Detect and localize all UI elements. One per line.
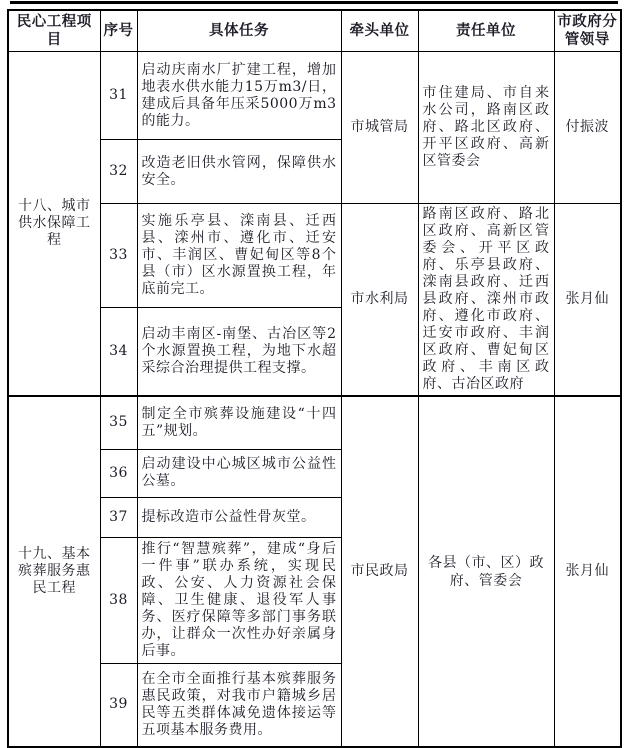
responsible-unit-cell-31-32: 市住建局、市自来水公司，路南区政府、路北区政府、开平区政府、高新区管委会 (418, 52, 554, 204)
header-row (8, 10, 621, 52)
seq-cell-36: 36 (100, 449, 137, 497)
leader-cell-35-39: 张月仙 (554, 396, 621, 747)
seq-cell-32: 32 (100, 140, 137, 204)
task-cell-37: 提标改造市公益性骨灰堂。 (137, 497, 341, 537)
task-cell-35: 制定全市殡葬设施建设“十四五”规划。 (137, 396, 341, 449)
task-cell-34: 启动丰南区-南堡、古冶区等2个水源置换工程，为地下水超采综合治理提供工程支撑。 (137, 308, 341, 396)
task-cell-36: 启动建设中心城区城市公益性公墓。 (137, 449, 341, 497)
lead-unit-cell-35-39: 市民政局 (341, 396, 418, 747)
task-cell-38: 推行“智慧殡葬”，建成“身后一件事”联办系统，实现民政、公安、人力资源社会保障、卫生健康、退役军人事务、医疗保障等多部门事务联办，让群众一次性办好亲属身后事。 (137, 537, 341, 663)
leader-cell-33-34: 张月仙 (554, 204, 621, 397)
seq-cell-38: 38 (100, 537, 137, 663)
seq-cell-35: 35 (100, 396, 137, 449)
task-cell-39: 在全市全面推行基本殡葬服务惠民政策，对我市户籍城乡居民等五类群体减免遗体接运等五项基本服务费用。 (137, 663, 341, 747)
task-cell-33: 实施乐亭县、滦南县、迁西县、滦州市、遵化市、迁安市、丰润区、曹妃甸区等8个县（市）区水源置换工程，年底前完工。 (137, 204, 341, 308)
seq-cell-33: 33 (100, 204, 137, 308)
lead-unit-cell-33-34: 市水利局 (341, 204, 418, 397)
project-cell-18: 十八、城市供水保障工程 (8, 52, 100, 397)
header-lead-unit: 牵头单位 (341, 10, 418, 52)
header-leader: 市政府分管领导 (554, 10, 621, 52)
task-cell-31: 启动庆南水厂扩建工程，增加地表水供水能力15万m3/日，建成后具备年压采5000万m3的能力。 (137, 52, 341, 140)
responsible-unit-cell-35-39: 各县（市、区）政府、管委会 (418, 396, 554, 747)
work-plan-table (7, 9, 622, 748)
seq-cell-39: 39 (100, 663, 137, 747)
header-seq: 序号 (100, 10, 137, 52)
seq-cell-37: 37 (100, 497, 137, 537)
project-cell-19: 十九、基本殡葬服务惠民工程 (8, 396, 100, 747)
table-row-33 (8, 204, 621, 308)
responsible-unit-cell-33-34: 路南区政府、路北区政府、高新区管委会、开平区政府、乐亭县政府、滦南县政府、迁西县政府、滦州市政府、遵化市政府、迁安市政府、丰润区政府、曹妃甸区政府、丰南区政府、古冶区政府 (418, 204, 554, 397)
seq-cell-31: 31 (100, 52, 137, 140)
task-cell-32: 改造老旧供水管网，保障供水安全。 (137, 140, 341, 204)
leader-cell-31-32: 付振波 (554, 52, 621, 204)
header-task: 具体任务 (137, 10, 341, 52)
seq-cell-34: 34 (100, 308, 137, 396)
table-row-35 (8, 396, 621, 449)
header-responsible-unit: 责任单位 (418, 10, 554, 52)
lead-unit-cell-31-32: 市城管局 (341, 52, 418, 204)
table-row-31 (8, 52, 621, 140)
previous-row-border-remnant (10, 1, 618, 4)
header-project: 民心工程项目 (8, 10, 100, 52)
